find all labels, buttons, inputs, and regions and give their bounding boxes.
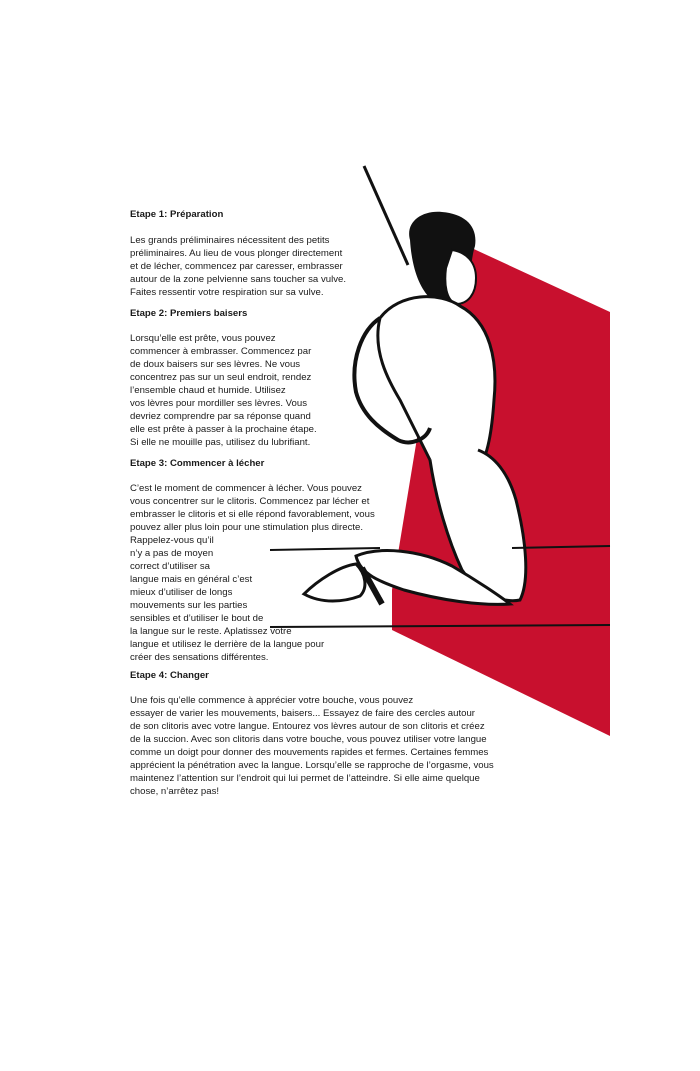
- section-3-line: C’est le moment de commencer à lécher. Vous pouvez: [130, 483, 362, 494]
- section-4-heading: Etape 4: Changer: [130, 670, 209, 681]
- section-4-line: de la succion. Avec son clitoris dans votre bouche, vous pouvez utiliser votre langue: [130, 734, 487, 745]
- section-2-line: elle est prête à passer à la prochaine étape.: [130, 424, 317, 435]
- section-1-line: autour de la zone pelvienne sans toucher sa vulve.: [130, 274, 346, 285]
- section-3-line: sensibles et d’utiliser le bout de: [130, 613, 264, 624]
- section-3-line: correct d’utiliser sa: [130, 561, 210, 572]
- section-1-line: préliminaires. Au lieu de vous plonger directement: [130, 248, 343, 259]
- section-3-line: langue et utilisez le derrière de la langue pour: [130, 639, 325, 650]
- section-3-line: mouvements sur les parties: [130, 600, 248, 611]
- section-3-line: la langue sur le reste. Aplatissez votre: [130, 626, 292, 637]
- section-2-line: l’ensemble chaud et humide. Utilisez: [130, 385, 286, 396]
- section-4-line: de son clitoris avec votre langue. Entourez vos lèvres autour de son clitoris et créez: [130, 721, 485, 732]
- section-3-line: langue mais en général c’est: [130, 574, 253, 585]
- section-3-line: Rappelez-vous qu’il: [130, 535, 214, 546]
- section-4-line: comme un doigt pour donner des mouvements rapides et fermes. Certaines femmes: [130, 747, 489, 758]
- section-3-line: créer des sensations différentes.: [130, 652, 269, 663]
- section-2-line: concentrez pas sur un seul endroit, rendez: [130, 372, 312, 383]
- section-2-line: Lorsqu’elle est prête, vous pouvez: [130, 333, 276, 344]
- section-4-line: apprécient la pénétration avec la langue. Lorsqu’elle se rapproche de l’orgasme, vous: [130, 760, 494, 771]
- section-1-heading: Etape 1: Préparation: [130, 209, 224, 220]
- section-3-heading: Etape 3: Commencer à lécher: [130, 458, 265, 469]
- section-3-line: vous concentrer sur le clitoris. Commencez par lécher et: [130, 496, 370, 507]
- section-4-line: maintenez l’attention sur l’endroit qui lui permet de l’atteindre. Si elle aime quelque: [130, 773, 480, 784]
- section-4-line: chose, n’arrêtez pas!: [130, 786, 220, 797]
- section-2-line: devriez comprendre par sa réponse quand: [130, 411, 311, 422]
- section-2-line: vos lèvres pour mordiller ses lèvres. Vous: [130, 398, 308, 409]
- section-4-line: Une fois qu’elle commence à apprécier votre bouche, vous pouvez: [130, 695, 414, 706]
- section-1-line: Les grands préliminaires nécessitent des petits: [130, 235, 330, 246]
- section-2-line: commencer à embrasser. Commencez par: [130, 346, 312, 357]
- section-4-line: essayer de varier les mouvements, baisers... Essayez de faire des cercles autour: [130, 708, 475, 719]
- section-2-line: Si elle ne mouille pas, utilisez du lubrifiant.: [130, 437, 311, 448]
- section-3-line: pouvez aller plus loin pour une stimulation plus directe.: [130, 522, 364, 533]
- section-2-line: de doux baisers sur ses lèvres. Ne vous: [130, 359, 301, 370]
- section-3-line: embrasser le clitoris et si elle répond favorablement, vous: [130, 509, 375, 520]
- section-1-line: et de lécher, commencez par caresser, embrasser: [130, 261, 343, 272]
- section-3-line: mieux d’utiliser de longs: [130, 587, 233, 598]
- section-3-line: n’y a pas de moyen: [130, 548, 214, 559]
- section-2-heading: Etape 2: Premiers baisers: [130, 308, 248, 319]
- section-1-line: Faites ressentir votre respiration sur sa vulve.: [130, 287, 324, 298]
